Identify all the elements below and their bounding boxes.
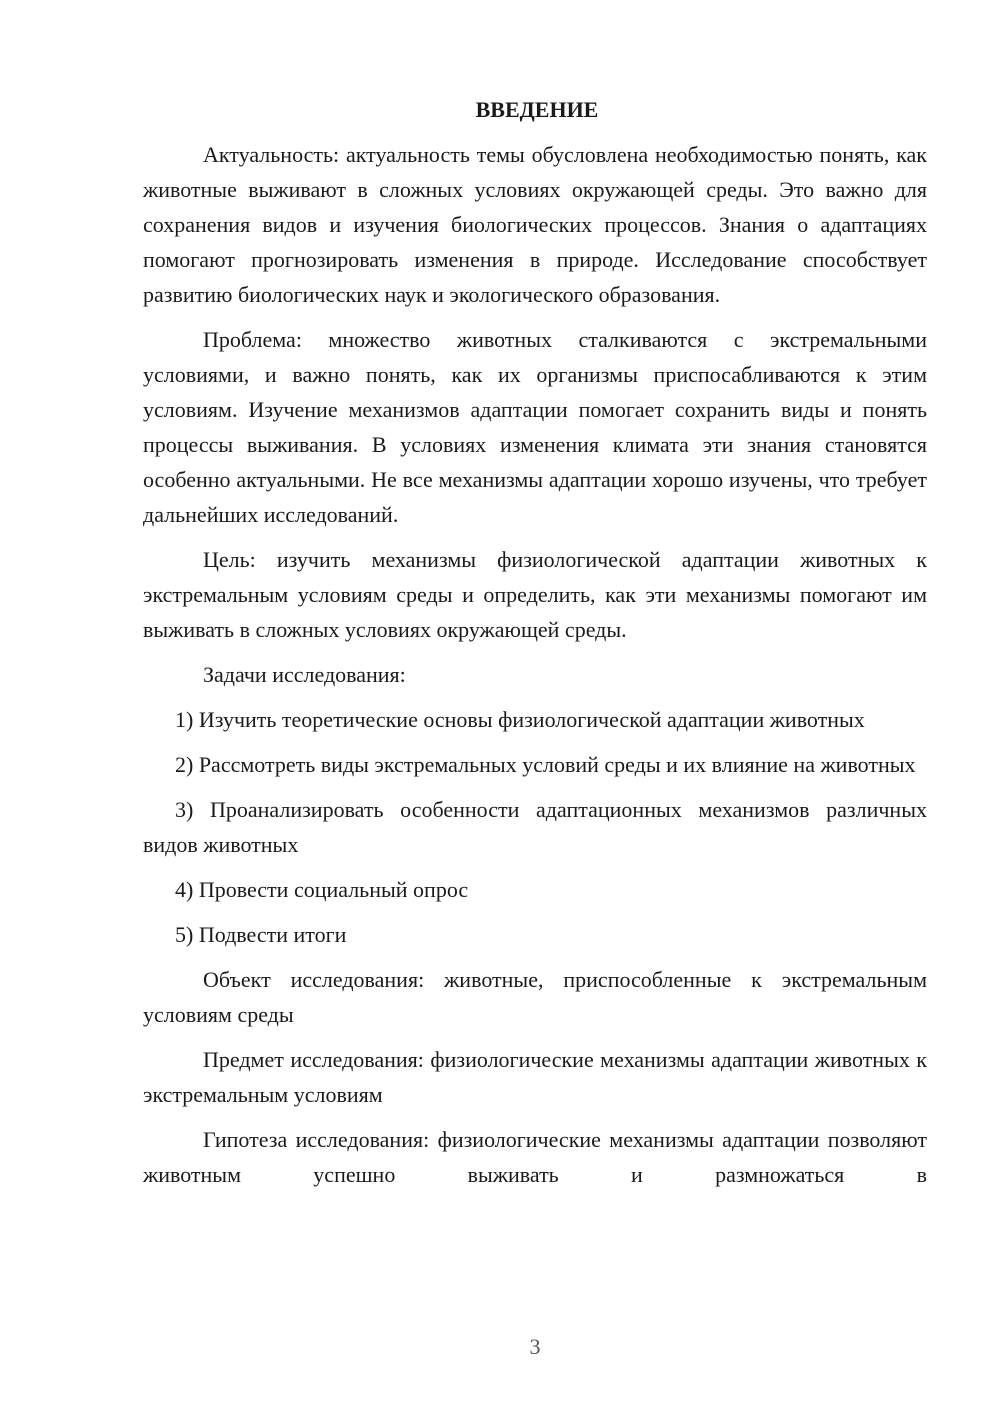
page-title: ВВЕДЕНИЕ bbox=[475, 97, 599, 122]
paragraph-object: Объект исследования: животные, приспособленные к экстремальным условиям среды bbox=[143, 967, 927, 1027]
task-item-4: 4) Провести социальный опрос bbox=[175, 877, 469, 902]
page-content bbox=[143, 92, 927, 1192]
tasks-title: Задачи исследования: bbox=[203, 662, 406, 687]
paragraph-subject: Предмет исследования: физиологические механизмы адаптации животных к экстремальным условиям bbox=[143, 1047, 927, 1107]
paragraph-problem: Проблема: множество животных сталкиваются с экстремальными условиями, и важно понять, как их организмы приспосабливаются к этим условиям. Изучение механизмов адаптации помогает сохранить виды и понять процессы выживания. В условиях изменения климата эти знания становятся особенно актуальными. Не все механизмы адаптации хорошо изучены, что требует дальнейших исследований. bbox=[143, 327, 927, 527]
paragraph-hypothesis: Гипотеза исследования: физиологические механизмы адаптации позволяют животным успешно выживать и размножаться в bbox=[143, 1127, 927, 1187]
task-item-5: 5) Подвести итоги bbox=[175, 922, 347, 947]
task-item-2: 2) Рассмотреть виды экстремальных условий среды и их влияние на животных bbox=[175, 752, 916, 777]
task-item-3: 3) Проанализировать особенности адаптационных механизмов различных видов животных bbox=[143, 797, 927, 857]
paragraph-relevance: Актуальность: актуальность темы обусловлена необходимостью понять, как животные выживают в сложных условиях окружающей среды. Это важно для сохранения видов и изучения биологических процессов. Знания о адаптациях помогают прогнозировать изменения в природе. Исследование способствует развитию биологических наук и экологического образования. bbox=[143, 142, 927, 307]
paragraph-goal: Цель: изучить механизмы физиологической адаптации животных к экстремальным условиям среды и определить, как эти механизмы помогают им выживать в сложных условиях окружающей среды. bbox=[143, 547, 927, 642]
task-item-1: 1) Изучить теоретические основы физиологической адаптации животных bbox=[175, 707, 865, 732]
page-number: 3 bbox=[529, 1334, 541, 1359]
